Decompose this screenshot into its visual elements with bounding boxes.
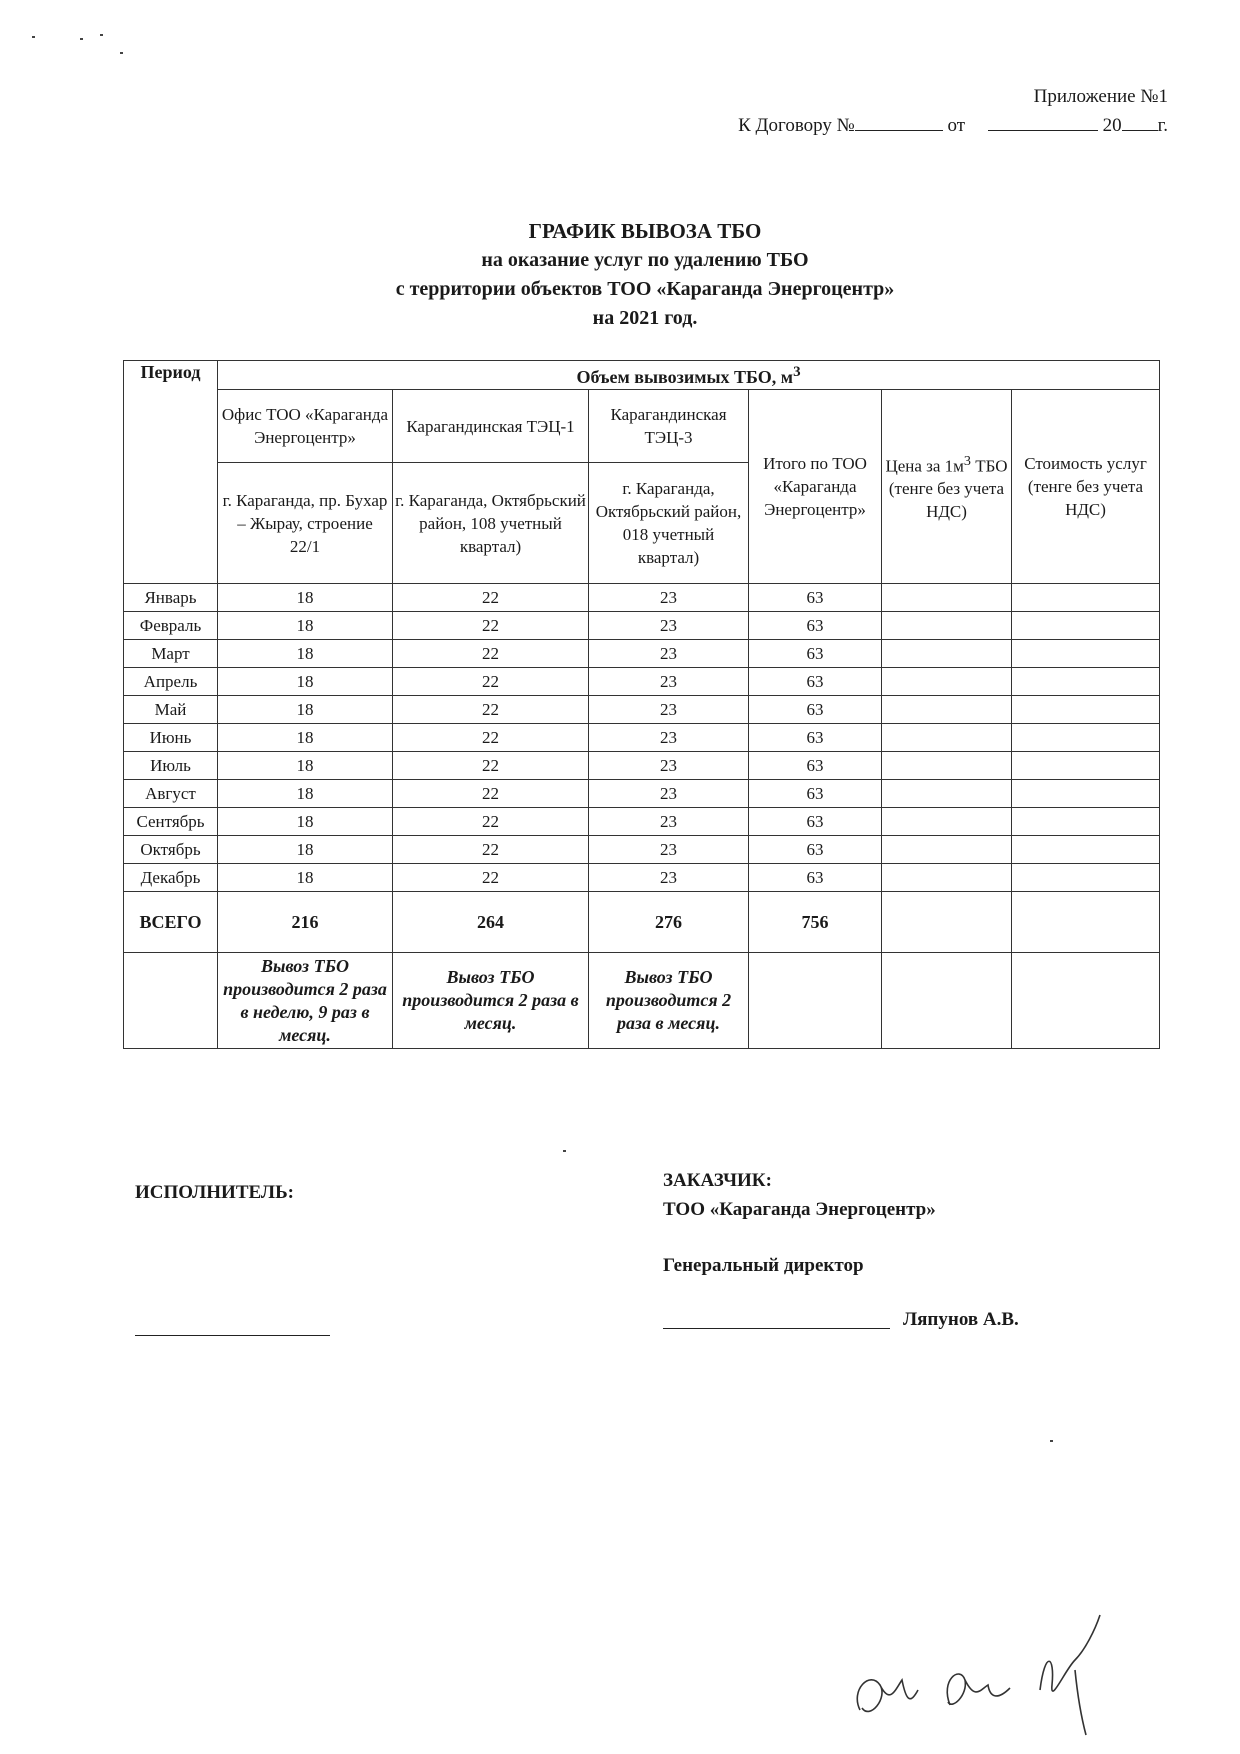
total-volume-cell: 63 (749, 668, 882, 696)
month-cell: Февраль (124, 612, 218, 640)
notes-cost-cell (1012, 953, 1160, 1049)
total-volume-cell: 63 (749, 612, 882, 640)
note-tec3: Вывоз ТБО производится 2 раза в месяц. (589, 953, 749, 1049)
table-row (124, 864, 1160, 892)
office-volume-cell: 18 (218, 836, 393, 864)
month-cell: Январь (124, 584, 218, 612)
price-cell (882, 640, 1012, 668)
office-volume-cell: 18 (218, 696, 393, 724)
tec1-volume-cell: 22 (393, 640, 589, 668)
office-volume-cell: 18 (218, 808, 393, 836)
column-name-office: Офис ТОО «Караганда Энергоцентр» (218, 390, 393, 463)
notes-total-cell (749, 953, 882, 1049)
executor-signature-line (135, 1335, 330, 1336)
table-row (124, 724, 1160, 752)
month-cell: Август (124, 780, 218, 808)
volume-header (218, 361, 1160, 390)
volume-unit-sup: 3 (793, 364, 801, 380)
cost-cell (1012, 668, 1160, 696)
contract-prefix: К Договору № (738, 115, 855, 136)
notes-row (124, 953, 1160, 1049)
tec3-volume-cell: 23 (589, 640, 749, 668)
tec3-volume-cell: 23 (589, 696, 749, 724)
scan-speck (32, 36, 35, 38)
tec1-total-cell: 264 (393, 892, 589, 953)
table-row (124, 780, 1160, 808)
tec1-volume-cell: 22 (393, 808, 589, 836)
scan-speck (1050, 1440, 1053, 1442)
table-row (124, 640, 1160, 668)
table-row (124, 612, 1160, 640)
price-cell (882, 612, 1012, 640)
office-volume-cell: 18 (218, 584, 393, 612)
customer-org: ТОО «Караганда Энергоцентр» (663, 1199, 936, 1220)
tec1-volume-cell: 22 (393, 836, 589, 864)
column-address-office: г. Караганда, пр. Бухар – Жырау, строение 22/1 (218, 463, 393, 584)
scan-speck (120, 52, 123, 54)
cost-cell (1012, 612, 1160, 640)
cost-cell (1012, 808, 1160, 836)
title-line-1: ГРАФИК ВЫВОЗА ТБО (528, 219, 762, 243)
schedule-table (123, 360, 1160, 1049)
cost-cell (1012, 836, 1160, 864)
tec1-volume-cell: 22 (393, 696, 589, 724)
price-cell (882, 696, 1012, 724)
title-line-4: на 2021 год. (592, 307, 698, 329)
grand-total-cell: 756 (749, 892, 882, 953)
month-cell: Май (124, 696, 218, 724)
total-volume-cell: 63 (749, 864, 882, 892)
tec1-volume-cell: 22 (393, 584, 589, 612)
month-cell: Март (124, 640, 218, 668)
note-tec1: Вывоз ТБО производится 2 раза в месяц. (393, 953, 589, 1049)
price-cell (882, 864, 1012, 892)
month-cell: Сентябрь (124, 808, 218, 836)
contract-from-label: от (947, 115, 966, 136)
office-volume-cell: 18 (218, 640, 393, 668)
month-cell: Октябрь (124, 836, 218, 864)
tec3-volume-cell: 23 (589, 612, 749, 640)
office-volume-cell: 18 (218, 612, 393, 640)
tec3-volume-cell: 23 (589, 808, 749, 836)
tec1-volume-cell: 22 (393, 864, 589, 892)
column-name-tec3: Карагандинская ТЭЦ-3 (589, 390, 749, 463)
cost-cell (1012, 780, 1160, 808)
office-total-cell: 216 (218, 892, 393, 953)
month-cell: Июнь (124, 724, 218, 752)
table-row (124, 836, 1160, 864)
tec1-volume-cell: 22 (393, 780, 589, 808)
price-cell (882, 724, 1012, 752)
total-volume-cell: 63 (749, 808, 882, 836)
price-column-header (882, 390, 1012, 584)
office-volume-cell: 18 (218, 752, 393, 780)
annex-header (738, 82, 1168, 140)
handwritten-initials (840, 1610, 1120, 1740)
office-volume-cell: 18 (218, 724, 393, 752)
cost-total-cell (1012, 892, 1160, 953)
total-volume-cell: 63 (749, 696, 882, 724)
note-office: Вывоз ТБО производится 2 раза в неделю, 9 раз в месяц. (218, 953, 393, 1049)
office-volume-cell: 18 (218, 780, 393, 808)
contract-year-suffix: г. (1157, 115, 1168, 136)
director-name: Ляпунов А.В. (903, 1309, 1019, 1330)
document-title (0, 217, 1240, 333)
price-header-a: Цена за 1м (885, 456, 964, 476)
tec3-volume-cell: 23 (589, 668, 749, 696)
cost-cell (1012, 864, 1160, 892)
cost-cell (1012, 584, 1160, 612)
notes-period-cell (124, 953, 218, 1049)
column-address-tec1: г. Караганда, Октябрьский район, 108 учетный квартал) (393, 463, 589, 584)
tec3-volume-cell: 23 (589, 584, 749, 612)
tec3-volume-cell: 23 (589, 752, 749, 780)
column-address-tec3: г. Караганда, Октябрьский район, 018 учетный квартал) (589, 463, 749, 584)
total-volume-cell: 63 (749, 640, 882, 668)
scan-speck (563, 1150, 566, 1152)
cost-cell (1012, 752, 1160, 780)
month-cell: Июль (124, 752, 218, 780)
price-header-sup: 3 (963, 452, 971, 469)
price-cell (882, 584, 1012, 612)
director-signature-line (663, 1328, 890, 1329)
table-row (124, 584, 1160, 612)
total-volume-cell: 63 (749, 836, 882, 864)
cost-cell (1012, 724, 1160, 752)
tec3-volume-cell: 23 (589, 836, 749, 864)
total-volume-cell: 63 (749, 780, 882, 808)
price-total-cell (882, 892, 1012, 953)
total-volume-cell: 63 (749, 752, 882, 780)
price-cell (882, 668, 1012, 696)
contract-reference (738, 111, 1168, 140)
contract-date-blank (988, 112, 1098, 131)
table-row (124, 808, 1160, 836)
tec1-volume-cell: 22 (393, 612, 589, 640)
tec3-total-cell: 276 (589, 892, 749, 953)
total-column-header: Итого по ТОО «Караганда Энергоцентр» (749, 390, 882, 584)
tec1-volume-cell: 22 (393, 724, 589, 752)
scan-speck (80, 38, 83, 40)
table-row (124, 752, 1160, 780)
customer-block (663, 1166, 936, 1224)
total-volume-cell: 63 (749, 724, 882, 752)
cost-column-header: Стоимость услуг (тенге без учета НДС) (1012, 390, 1160, 584)
total-row (124, 892, 1160, 953)
office-volume-cell: 18 (218, 668, 393, 696)
title-line-2: на оказание услуг по удалению ТБО (481, 249, 809, 271)
contract-year-prefix: 20 (1102, 115, 1122, 136)
month-cell: Апрель (124, 668, 218, 696)
contract-number-blank (855, 112, 943, 131)
notes-price-cell (882, 953, 1012, 1049)
annex-label: Приложение №1 (1033, 86, 1168, 107)
director-title: Генеральный директор (663, 1255, 864, 1276)
price-cell (882, 752, 1012, 780)
total-volume-cell: 63 (749, 584, 882, 612)
total-label: ВСЕГО (124, 892, 218, 953)
table-row (124, 696, 1160, 724)
cost-cell (1012, 696, 1160, 724)
customer-label: ЗАКАЗЧИК: (663, 1170, 772, 1191)
tec3-volume-cell: 23 (589, 724, 749, 752)
month-cell: Декабрь (124, 864, 218, 892)
office-volume-cell: 18 (218, 864, 393, 892)
executor-label: ИСПОЛНИТЕЛЬ: (135, 1182, 294, 1203)
tec3-volume-cell: 23 (589, 780, 749, 808)
cost-cell (1012, 640, 1160, 668)
title-line-3: с территории объектов ТОО «Караганда Энергоцентр» (395, 278, 895, 300)
price-header-b: ТБО (тенге без учета НДС) (888, 456, 1008, 522)
column-name-tec1: Карагандинская ТЭЦ-1 (393, 390, 589, 463)
price-cell (882, 808, 1012, 836)
price-cell (882, 836, 1012, 864)
tec1-volume-cell: 22 (393, 668, 589, 696)
scan-speck (100, 34, 103, 36)
contract-year-blank (1122, 112, 1158, 131)
table-row (124, 668, 1160, 696)
tec1-volume-cell: 22 (393, 752, 589, 780)
period-header: Период (124, 361, 218, 584)
price-cell (882, 780, 1012, 808)
tec3-volume-cell: 23 (589, 864, 749, 892)
volume-header-text: Объем вывозимых ТБО, м (576, 367, 794, 387)
